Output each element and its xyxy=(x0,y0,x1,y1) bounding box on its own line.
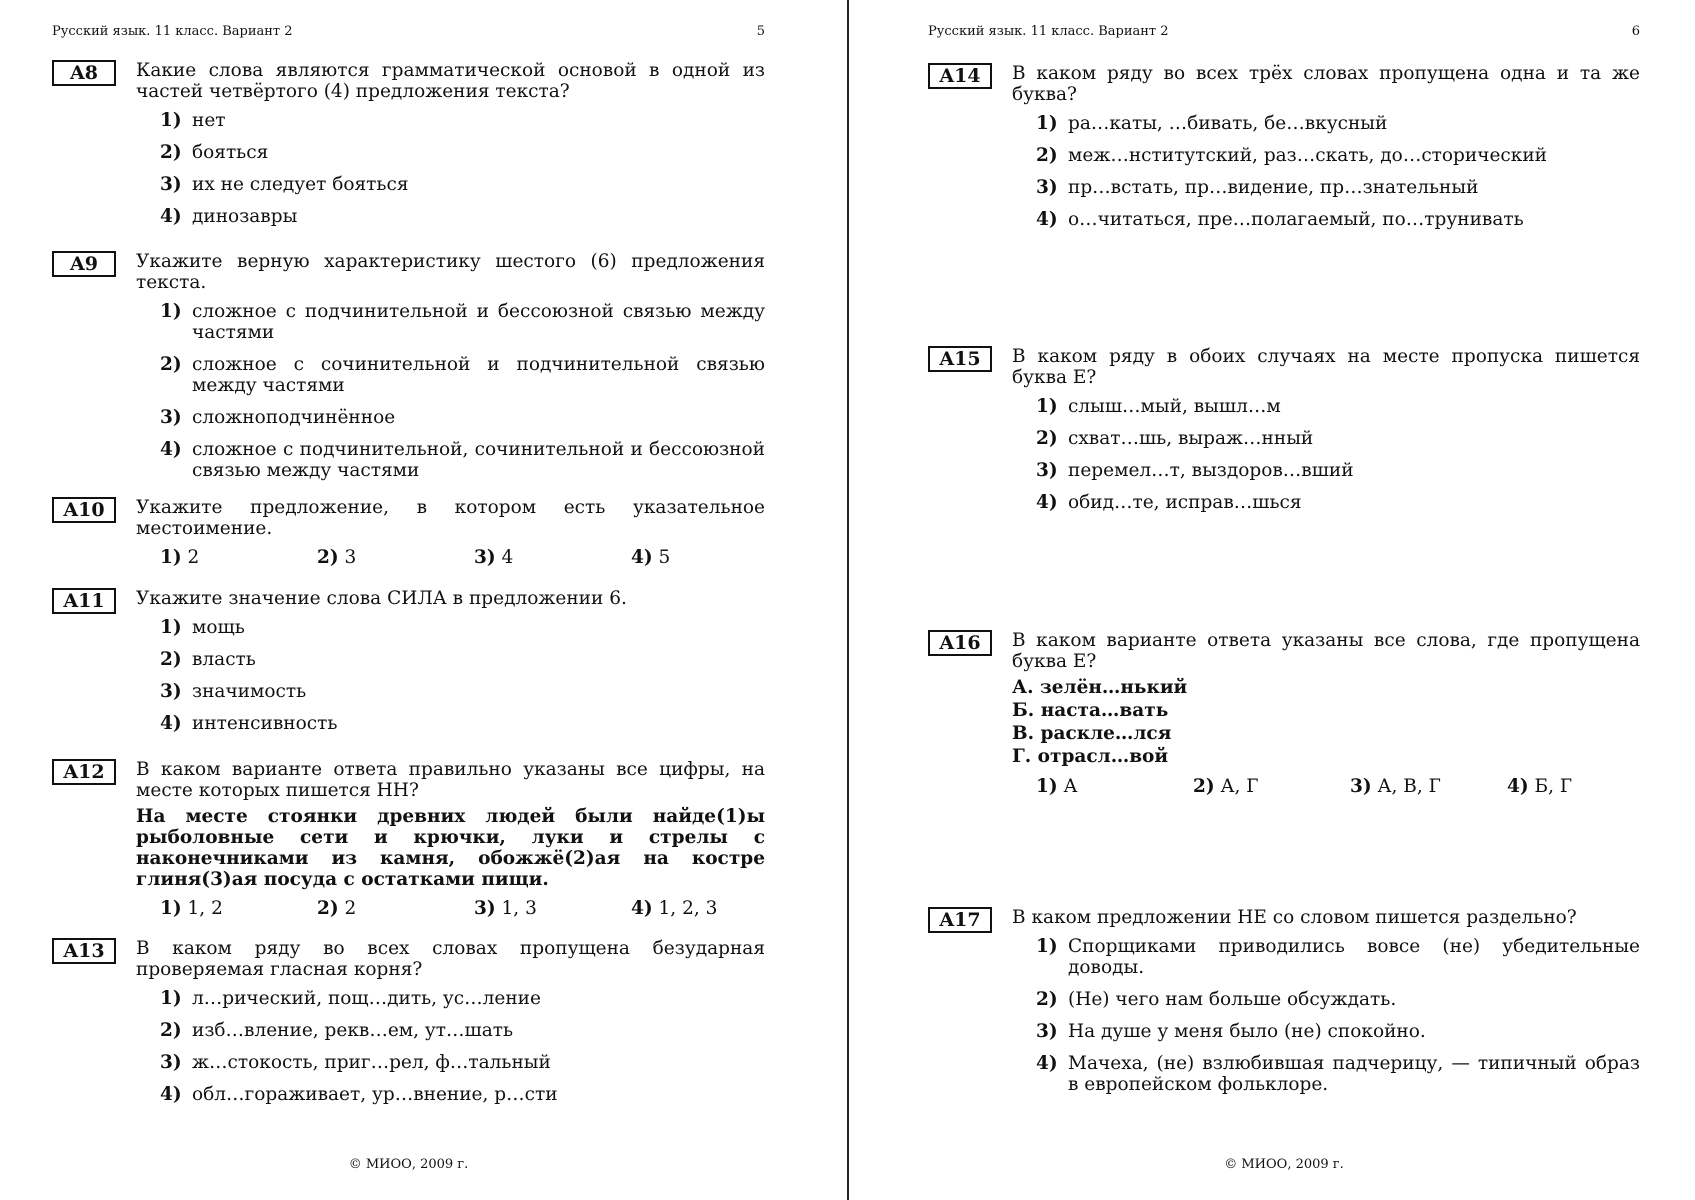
option-number: 2) xyxy=(160,142,182,163)
answer-option[interactable] xyxy=(136,1020,765,1041)
word-list xyxy=(1012,676,1640,768)
answer-option[interactable] xyxy=(136,617,765,638)
question-label: A14 xyxy=(928,63,992,89)
answer-option[interactable] xyxy=(1036,776,1078,797)
option-number: 4) xyxy=(160,713,182,734)
option-number: 2) xyxy=(160,649,182,670)
left-page-number: 5 xyxy=(756,24,765,39)
option-number: 1) xyxy=(1036,936,1058,957)
option-number: 3) xyxy=(160,1052,182,1073)
option-number: 4) xyxy=(160,206,182,227)
answer-option[interactable] xyxy=(1507,776,1572,797)
answer-options xyxy=(136,617,765,734)
option-number: 4) xyxy=(631,898,653,919)
option-number: 1) xyxy=(160,110,182,131)
option-text: А, В, Г xyxy=(1377,776,1441,797)
question-text: В каком варианте ответа указаны все слова, где пропущена буква Е? xyxy=(1012,630,1640,672)
left-header xyxy=(52,24,765,39)
answer-option[interactable] xyxy=(474,898,537,919)
option-number: 1) xyxy=(160,988,182,1009)
option-number: 1) xyxy=(1036,776,1058,797)
option-number: 3) xyxy=(160,407,182,428)
answer-option[interactable] xyxy=(136,649,765,670)
answer-option[interactable] xyxy=(317,898,356,919)
option-text: слыш…мый, вышл…м xyxy=(1068,396,1281,417)
option-text: Спорщиками приводились вовсе (не) убедительные доводы. xyxy=(1068,936,1640,978)
option-text: бояться xyxy=(192,142,269,163)
answer-option[interactable] xyxy=(631,547,670,568)
answer-options xyxy=(136,110,765,227)
option-number: 4) xyxy=(631,547,653,568)
option-number: 2) xyxy=(1036,428,1058,449)
option-text: ж…стокость, приг…рел, ф…тальный xyxy=(192,1052,551,1073)
option-text: 5 xyxy=(658,547,671,568)
option-number: 2) xyxy=(1036,989,1058,1010)
option-number: 1) xyxy=(160,301,182,322)
answer-option[interactable] xyxy=(136,1052,765,1073)
answer-option[interactable] xyxy=(1012,989,1640,1010)
answer-option[interactable] xyxy=(160,547,199,568)
right-header-title: Русский язык. 11 класс. Вариант 2 xyxy=(928,24,1169,39)
option-number: 2) xyxy=(160,1020,182,1041)
answer-option[interactable] xyxy=(136,301,765,343)
option-text: обл…гораживает, ур…внение, р…сти xyxy=(192,1084,558,1105)
option-text: 2 xyxy=(344,898,357,919)
option-text: л…рический, пощ…дить, ус…ление xyxy=(192,988,541,1009)
option-number: 4) xyxy=(1036,1053,1058,1074)
question-label: A9 xyxy=(52,251,116,277)
question-label: A13 xyxy=(52,938,116,964)
answer-options xyxy=(1012,396,1640,513)
option-text: сложноподчинённое xyxy=(192,407,396,428)
option-number: 2) xyxy=(1193,776,1215,797)
option-text: (Не) чего нам больше обсуждать. xyxy=(1068,989,1397,1010)
question-a14 xyxy=(928,63,1640,230)
option-number: 2) xyxy=(317,547,339,568)
question-sentence: На месте стоянки древних людей были найде(1)ы рыболовные сети и крючки, луки и стрелы с наконечниками из камня, обожжё(2)ая на костре глиня(3)ая посуда с остатками пищи. xyxy=(136,806,765,890)
answer-option[interactable] xyxy=(1012,428,1640,449)
answer-options xyxy=(160,547,765,569)
left-page xyxy=(52,0,765,1200)
answer-option[interactable] xyxy=(1012,460,1640,481)
question-a9 xyxy=(52,251,765,481)
option-text: 4 xyxy=(501,547,514,568)
option-number: 4) xyxy=(160,439,182,460)
option-text: власть xyxy=(192,649,256,670)
option-text: динозавры xyxy=(192,206,298,227)
question-a13 xyxy=(52,938,765,1105)
answer-options xyxy=(160,898,765,920)
option-text: Мачеха, (не) взлюбившая падчерицу, — типичный образ в европейском фольклоре. xyxy=(1068,1053,1640,1095)
option-text: 1, 2, 3 xyxy=(658,898,718,919)
option-number: 4) xyxy=(1507,776,1529,797)
question-label: A17 xyxy=(928,907,992,933)
option-text: А, Г xyxy=(1220,776,1259,797)
option-text: На душе у меня было (не) спокойно. xyxy=(1068,1021,1426,1042)
option-text: схват…шь, выраж…нный xyxy=(1068,428,1314,449)
answer-option[interactable] xyxy=(1012,113,1640,134)
option-number: 4) xyxy=(1036,492,1058,513)
option-number: 2) xyxy=(1036,145,1058,166)
option-number: 3) xyxy=(474,547,496,568)
right-page-number: 6 xyxy=(1631,24,1640,39)
option-text: сложное с подчинительной, сочинительной и бессоюзной связью между частями xyxy=(192,439,765,481)
right-header xyxy=(928,24,1640,39)
word-item: А. зелён…нький xyxy=(1012,677,1188,698)
option-number: 3) xyxy=(1036,1021,1058,1042)
option-text: 2 xyxy=(187,547,200,568)
answer-option[interactable] xyxy=(136,681,765,702)
answer-option[interactable] xyxy=(1012,145,1640,166)
answer-options xyxy=(136,988,765,1105)
answer-option[interactable] xyxy=(136,439,765,481)
answer-option[interactable] xyxy=(136,407,765,428)
option-text: 3 xyxy=(344,547,357,568)
answer-option[interactable] xyxy=(160,898,223,919)
answer-option[interactable] xyxy=(317,547,356,568)
answer-option[interactable] xyxy=(631,898,717,919)
answer-option[interactable] xyxy=(1012,1021,1640,1042)
word-item: В. раскле…лся xyxy=(1012,723,1172,744)
right-page xyxy=(928,0,1640,1200)
answer-options xyxy=(1036,776,1640,798)
option-text: 1, 3 xyxy=(501,898,537,919)
option-number: 3) xyxy=(160,681,182,702)
option-text: А xyxy=(1063,776,1078,797)
question-a17 xyxy=(928,907,1640,1095)
option-number: 3) xyxy=(1036,177,1058,198)
question-a11 xyxy=(52,588,765,734)
option-number: 1) xyxy=(1036,396,1058,417)
word-item: Г. отрасл…вой xyxy=(1012,746,1169,767)
option-text: меж…нститутский, раз…скать, до…сторический xyxy=(1068,145,1547,166)
question-label: A12 xyxy=(52,759,116,785)
option-text: ра…каты, …бивать, бе…вкусный xyxy=(1068,113,1388,134)
question-label: A8 xyxy=(52,60,116,86)
left-footer: © МИОО, 2009 г. xyxy=(348,1157,469,1172)
option-number: 1) xyxy=(160,547,182,568)
option-text: о…читаться, пре…полагаемый, по…трунивать xyxy=(1068,209,1524,230)
option-text: мощь xyxy=(192,617,245,638)
question-text: Укажите значение слова СИЛА в предложении 6. xyxy=(136,588,627,609)
option-text: изб…вление, рекв…ем, ут…шать xyxy=(192,1020,514,1041)
word-item: Б. наста…вать xyxy=(1012,700,1169,721)
answer-option[interactable] xyxy=(1012,1053,1640,1095)
question-label: A15 xyxy=(928,346,992,372)
answer-option[interactable] xyxy=(1012,209,1640,230)
option-number: 3) xyxy=(160,174,182,195)
question-text: Укажите предложение, в котором есть указательное местоимение. xyxy=(136,497,765,539)
option-number: 3) xyxy=(474,898,496,919)
option-text: интенсивность xyxy=(192,713,338,734)
answer-option[interactable] xyxy=(136,142,765,163)
question-text: Укажите верную характеристику шестого (6) предложения текста. xyxy=(136,251,765,293)
question-text: В каком предложении НЕ со словом пишется раздельно? xyxy=(1012,907,1577,928)
question-a8 xyxy=(52,60,765,227)
option-text: сложное с сочинительной и подчинительной связью между частями xyxy=(192,354,765,396)
option-number: 4) xyxy=(1036,209,1058,230)
answer-option[interactable] xyxy=(136,206,765,227)
option-text: Б, Г xyxy=(1534,776,1573,797)
option-number: 1) xyxy=(160,617,182,638)
question-text: Какие слова являются грамматической основой в одной из частей четвёртого (4) предложения текста? xyxy=(136,60,765,102)
option-text: нет xyxy=(192,110,226,131)
question-label: A16 xyxy=(928,630,992,656)
option-text: сложное с подчинительной и бессоюзной связью между частями xyxy=(192,301,765,343)
answer-option[interactable] xyxy=(1012,492,1640,513)
answer-option[interactable] xyxy=(1350,776,1441,797)
question-label: A11 xyxy=(52,588,116,614)
question-a15 xyxy=(928,346,1640,513)
left-header-title: Русский язык. 11 класс. Вариант 2 xyxy=(52,24,293,39)
answer-options xyxy=(136,301,765,481)
question-label: A10 xyxy=(52,497,116,523)
answer-options xyxy=(1012,113,1640,230)
answer-option[interactable] xyxy=(1012,177,1640,198)
answer-option[interactable] xyxy=(1193,776,1259,797)
option-number: 2) xyxy=(317,898,339,919)
answer-options xyxy=(1012,936,1640,1095)
answer-option[interactable] xyxy=(136,110,765,131)
answer-option[interactable] xyxy=(1012,936,1640,978)
question-text: В каком ряду во всех словах пропущена безударная проверяемая гласная корня? xyxy=(136,938,765,980)
answer-option[interactable] xyxy=(136,1084,765,1105)
answer-option[interactable] xyxy=(136,713,765,734)
page-divider xyxy=(847,0,849,1200)
option-number: 1) xyxy=(160,898,182,919)
option-text: 1, 2 xyxy=(187,898,223,919)
question-text: В каком ряду в обоих случаях на месте пропуска пишется буква Е? xyxy=(1012,346,1640,388)
option-text: перемел…т, выздоров…вший xyxy=(1068,460,1354,481)
option-number: 2) xyxy=(160,354,182,375)
answer-option[interactable] xyxy=(474,547,513,568)
right-footer: © МИОО, 2009 г. xyxy=(1224,1157,1344,1172)
option-text: их не следует бояться xyxy=(192,174,409,195)
option-text: пр…встать, пр…видение, пр…знательный xyxy=(1068,177,1479,198)
answer-option[interactable] xyxy=(1012,396,1640,417)
question-text: В каком ряду во всех трёх словах пропущена одна и та же буква? xyxy=(1012,63,1640,105)
option-number: 1) xyxy=(1036,113,1058,134)
answer-option[interactable] xyxy=(136,174,765,195)
answer-option[interactable] xyxy=(136,988,765,1009)
option-text: обид…те, исправ…шься xyxy=(1068,492,1302,513)
option-text: значимость xyxy=(192,681,307,702)
question-text: В каком варианте ответа правильно указаны все цифры, на месте которых пишется НН? xyxy=(136,759,765,801)
question-a12 xyxy=(52,759,765,920)
option-number: 4) xyxy=(160,1084,182,1105)
option-number: 3) xyxy=(1036,460,1058,481)
question-a10 xyxy=(52,497,765,569)
answer-option[interactable] xyxy=(136,354,765,396)
option-number: 3) xyxy=(1350,776,1372,797)
question-a16 xyxy=(928,630,1640,798)
